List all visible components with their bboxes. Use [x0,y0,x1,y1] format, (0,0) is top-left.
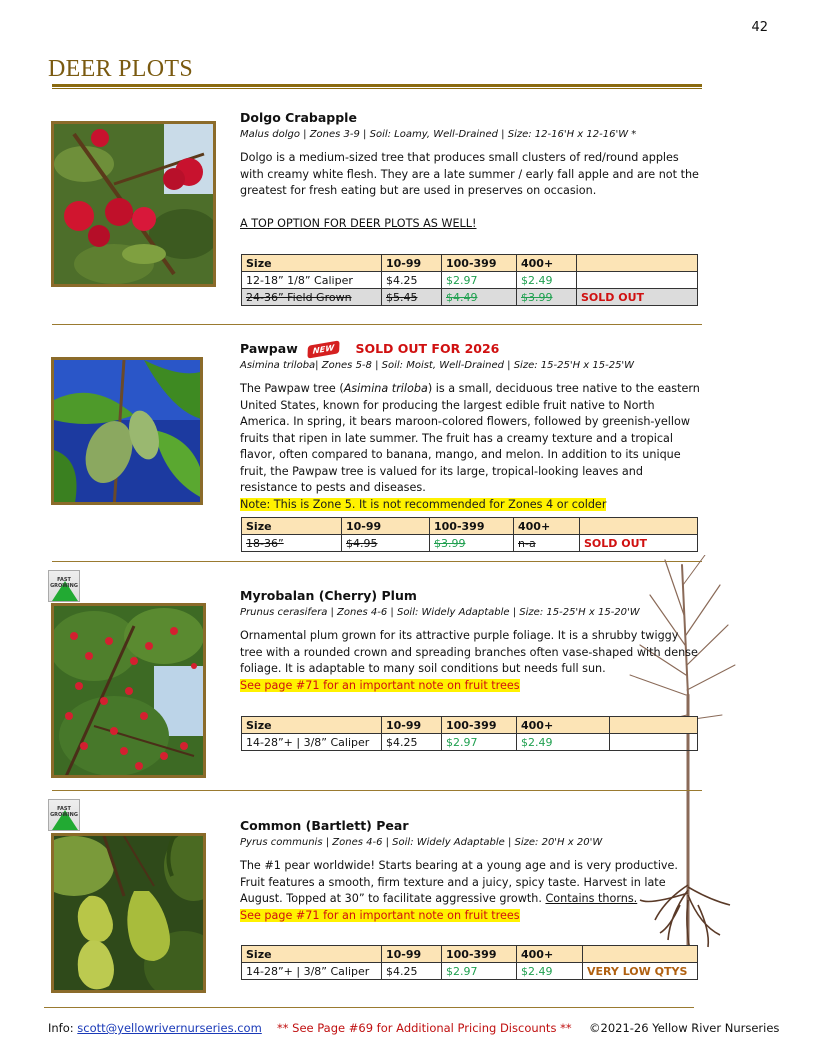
product-pawpaw [240,337,700,513]
pear-photo [51,833,206,993]
table-row [242,272,698,289]
product-callout: A TOP OPTION FOR DEER PLOTS AS WELL! [240,216,477,230]
price-table [241,945,698,980]
price-table-header [242,255,698,272]
fruit-tree-note: See page #71 for an important note on fruit trees [240,908,520,922]
plum-photo [51,603,206,778]
section-title: DEER PLOTS [48,56,194,82]
cell-price: $3.99 [517,289,577,306]
cell-price: $4.25 [382,963,442,980]
sold-out-status: SOLD OUT FOR 2026 [355,341,500,356]
cell-status [610,734,698,751]
product-bartlett-pear [240,818,700,924]
table-row [242,289,698,306]
product-description [240,381,700,513]
col-100-399: 100-399 [430,518,514,535]
col-status [577,255,698,272]
product-dolgo-crabapple [240,110,700,232]
cell-size: 18-36” [242,535,342,552]
product-name: Myrobalan (Cherry) Plum [240,588,417,603]
product-name: Common (Bartlett) Pear [240,818,409,833]
col-10-99: 10-99 [382,946,442,963]
section-divider [52,561,702,562]
cell-size: 24-36” Field Grown [242,289,382,306]
price-table [241,517,698,552]
col-10-99: 10-99 [342,518,430,535]
col-status [583,946,698,963]
col-400-plus: 400+ [514,518,580,535]
col-status [580,518,698,535]
cell-price: $5.45 [382,289,442,306]
col-size: Size [242,946,382,963]
section-divider [52,790,702,791]
col-100-399: 100-399 [442,946,517,963]
desc-text: Ornamental plum grown for its attractive purple foliage. It is a shrubby twiggy tree with a rounded crown and spreading branches often vase-shaped with dense foliage. It is adaptable to many soil conditions but needs full sun. [240,629,698,675]
cell-status [577,272,698,289]
product-name: Pawpaw [240,341,298,356]
cell-price: n-a [514,535,580,552]
price-table [241,254,698,306]
cell-size: 14-28”+ | 3/8” Caliper [242,963,382,980]
cell-price: $4.25 [382,272,442,289]
cell-price: $2.97 [442,272,517,289]
footer-pricing-note: ** See Page #69 for Additional Pricing Discounts ** [277,1021,572,1035]
thorns-warning: Contains thorns. [545,892,638,905]
price-table-header [242,946,698,963]
product-description: Dolgo is a medium-sized tree that produces small clusters of red/round apples with creamy white flesh. They are a late summer / early fall apple and are not the greatest for fresh eating but are used in preserves on occasion. [240,151,699,197]
desc-text: The #1 pear worldwide! Starts bearing at a young age and is very productive. Fruit features a smooth, firm texture and a juicy, spicy taste. Harvest in late August. Topped at 30” to facilitate aggressive growth. [240,859,678,905]
table-row [242,535,698,552]
col-400-plus: 400+ [517,255,577,272]
product-meta: Prunus cerasifera | Zones 4-6 | Soil: Widely Adaptable | Size: 15-25'H x 15-20'W [240,607,640,618]
cell-price: $4.25 [382,734,442,751]
cell-status: SOLD OUT [577,289,698,306]
cell-price: $2.97 [442,734,517,751]
fast-growing-icon [48,570,80,602]
product-description [240,628,700,694]
cell-price: $2.49 [517,963,583,980]
footer-info [48,1021,262,1035]
price-table-header [242,518,698,535]
section-divider [52,324,702,325]
desc-part: The Pawpaw tree ( [240,382,344,395]
table-row [242,963,698,980]
col-size: Size [242,717,382,734]
cell-size: 12-18” 1/8” Caliper [242,272,382,289]
title-rule [52,84,702,89]
col-size: Size [242,255,382,272]
desc-italic: Asimina triloba [343,382,428,395]
crabapple-photo [51,121,216,287]
col-10-99: 10-99 [382,717,442,734]
col-size: Size [242,518,342,535]
cell-price: $2.97 [442,963,517,980]
col-100-399: 100-399 [442,717,517,734]
col-status [610,717,698,734]
pawpaw-photo [51,357,203,505]
cell-price: $4.95 [342,535,430,552]
footer-info-label: Info: [48,1021,78,1035]
product-meta: Malus dolgo | Zones 3-9 | Soil: Loamy, Well-Drained | Size: 12-16'H x 12-16'W * [240,129,637,140]
fast-growing-label: FAST GROWING [50,577,78,589]
col-100-399: 100-399 [442,255,517,272]
product-myrobalan-plum [240,588,700,694]
fast-growing-label: FAST GROWING [50,806,78,818]
product-meta: Pyrus communis | Zones 4-6 | Soil: Widely Adaptable | Size: 20'H x 20'W [240,837,603,848]
page-number: 42 [751,20,768,35]
cell-price: $2.49 [517,734,610,751]
product-description [240,858,700,924]
cell-status: SOLD OUT [580,535,698,552]
email-link[interactable]: scott@yellowrivernurseries.com [77,1021,262,1035]
product-title-row [240,341,700,356]
cell-price: $3.99 [430,535,514,552]
col-400-plus: 400+ [517,946,583,963]
product-name: Dolgo Crabapple [240,110,357,125]
cell-size: 14-28”+ | 3/8” Caliper [242,734,382,751]
new-badge-icon: NEW [308,340,340,358]
cell-price: $4.49 [442,289,517,306]
cell-price: $2.49 [517,272,577,289]
footer-rule [44,1007,694,1008]
fast-growing-icon [48,799,80,831]
col-10-99: 10-99 [382,255,442,272]
price-table-header [242,717,698,734]
product-meta: Asimina triloba| Zones 5-8 | Soil: Moist, Well-Drained | Size: 15-25'H x 15-25'W [240,360,635,371]
desc-part: ) is a small, deciduous tree native to the eastern United States, known for producing the largest edible fruit native to North America. In spring, it bears maroon-colored flowers, followed by greenish-yellow fruits that ripen in late summer. The fruit has a creamy texture and a tropical flavor, often compared to banana, mango, and melon. In addition to its unique fruit, the Pawpaw tree is valued for its large, tropical-looking leaves and resistance to pests and diseases. [240,382,700,494]
col-400-plus: 400+ [517,717,610,734]
cell-status: VERY LOW QTYS [583,963,698,980]
fruit-tree-note: See page #71 for an important note on fruit trees [240,678,520,692]
footer-copyright: ©2021-26 Yellow River Nurseries [589,1021,780,1035]
price-table [241,716,698,751]
zone-note: Note: This is Zone 5. It is not recommended for Zones 4 or colder [240,497,607,511]
table-row [242,734,698,751]
